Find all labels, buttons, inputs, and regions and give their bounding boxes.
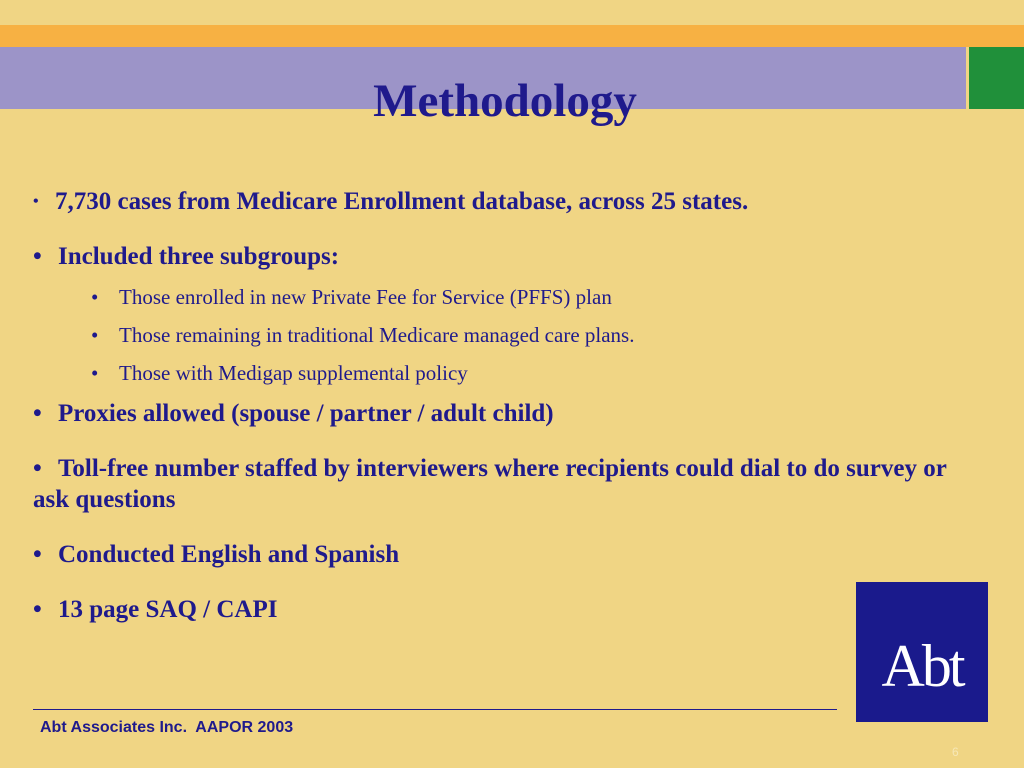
bullet-dot-icon: • [33,243,42,270]
bullet-item [33,453,973,515]
bullet-dot-icon: • [33,541,42,568]
bullet-dot-icon: • [33,193,39,210]
sub-bullet-dot-icon: • [91,361,99,385]
bullet-list [33,186,973,649]
sub-bullet-list [33,284,973,386]
sub-bullet-text: Those remaining in traditional Medicare managed care plans. [119,323,635,347]
bullet-dot-icon: • [33,400,42,427]
bullet-text: Proxies allowed (spouse / partner / adult child) [58,400,554,427]
sub-bullet-dot-icon: • [91,285,99,309]
bullet-item [33,398,973,429]
header-orange-band [0,25,1024,47]
sub-bullet-text: Those with Medigap supplemental policy [119,361,468,385]
bullet-item [33,186,973,217]
sub-bullet-item [89,322,973,348]
bullet-dot-icon: • [33,455,42,482]
page-number: 6 [952,745,959,759]
bullet-dot-icon: • [33,596,42,623]
bullet-text: Conducted English and Spanish [58,541,400,568]
bullet-item [33,241,973,272]
bullet-text: 13 page SAQ / CAPI [58,596,278,623]
slide-title: Methodology [373,75,637,127]
sub-bullet-item [89,284,973,310]
sub-bullet-item [89,360,973,386]
bullet-text: Toll-free number staffed by interviewers where recipients could dial to do survey or ask questions [33,455,947,513]
bullet-item [33,539,973,570]
bullet-item [33,594,973,625]
bullet-text: Included three subgroups: [58,243,340,270]
bullet-text: 7,730 cases from Medicare Enrollment database, across 25 states. [55,188,749,215]
footer-divider [33,709,837,710]
sub-bullet-dot-icon: • [91,323,99,347]
footer-text: Abt Associates Inc. AAPOR 2003 [40,719,294,736]
sub-bullet-text: Those enrolled in new Private Fee for Service (PFFS) plan [119,285,612,309]
abt-logo [856,582,988,722]
abt-logo-text: Abt [881,632,963,699]
